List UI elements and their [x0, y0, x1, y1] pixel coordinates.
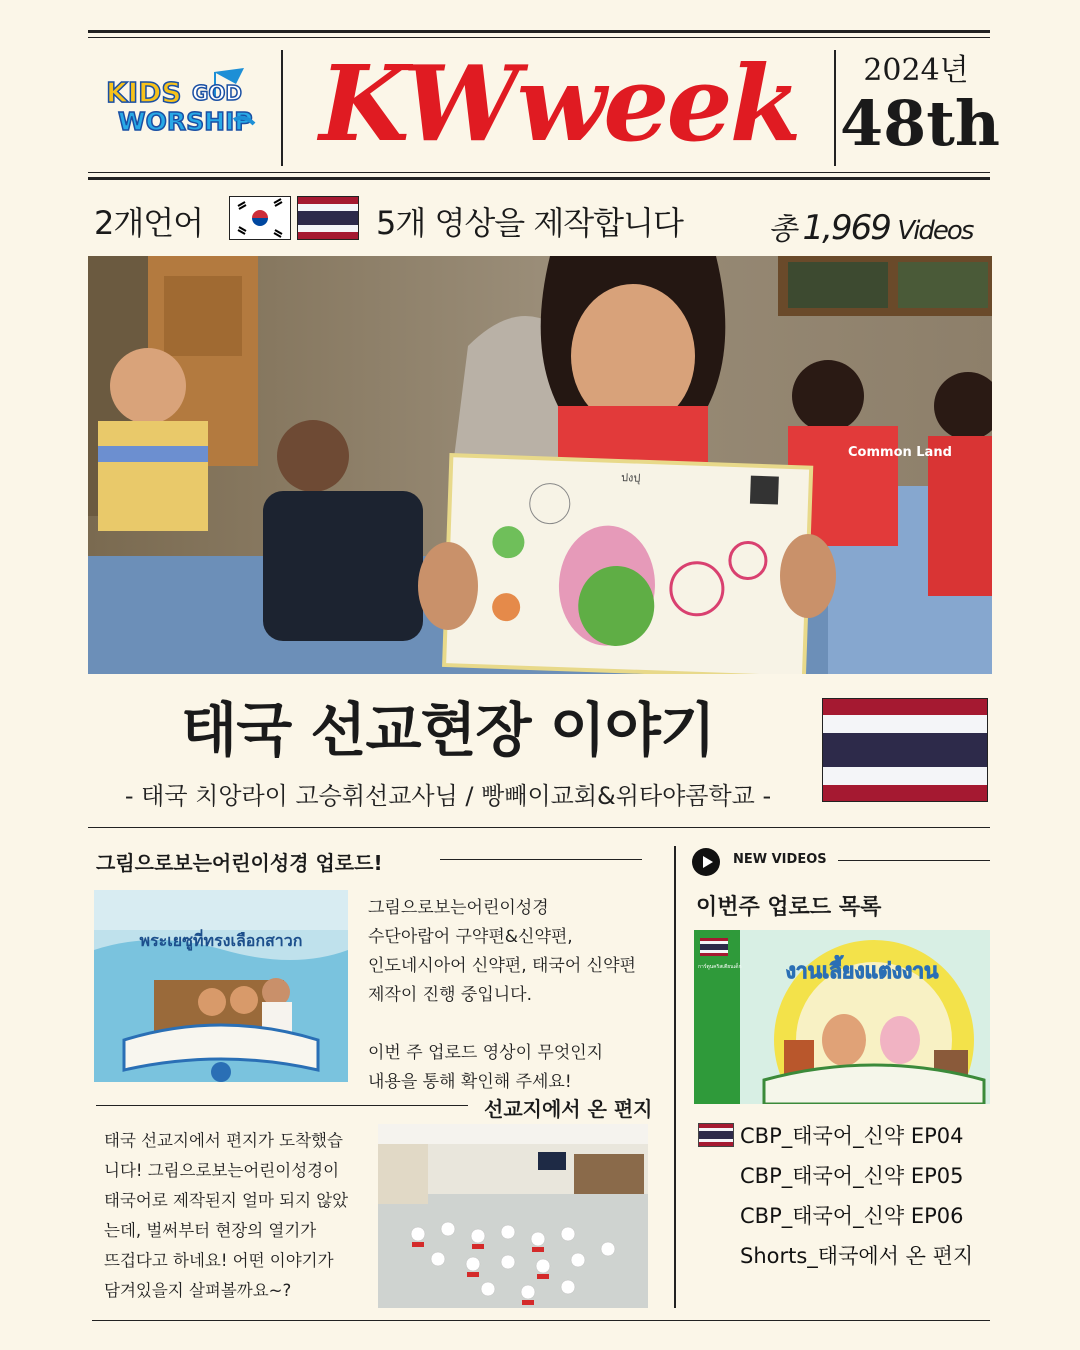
video-list-item[interactable]: CBP_태국어_신약 EP05: [740, 1164, 964, 1188]
thailand-flag-icon: [297, 196, 359, 240]
column-divider: [674, 846, 676, 1308]
masthead-divider-right: [834, 50, 836, 166]
drawing-heading: ปงปุ: [620, 471, 641, 485]
wedding-thumb-title: งานเลี้ยงแต่งงาน: [785, 959, 939, 983]
upload-desc-line: 인도네시아어 신약편, 태국어 신약편: [368, 956, 636, 976]
letter-line: 뜨겁다고 하네요! 어떤 이야기가: [104, 1251, 334, 1270]
letter-line: 담겨있을지 살펴볼까요~?: [104, 1281, 292, 1300]
new-videos-label: NEW VIDEOS: [733, 852, 827, 867]
thailand-flag-large: [822, 698, 988, 802]
logo-text-worship: WORSHIP: [118, 107, 253, 136]
brand-title: KWweek: [319, 42, 799, 165]
video-list-item[interactable]: CBP_태국어_신약 EP04: [740, 1124, 964, 1148]
upload-desc-line: 내용을 통해 확인해 주세요!: [368, 1072, 572, 1092]
wedding-thumb-side-text: การ์ตูนคริสเตียนเด็ก: [698, 964, 742, 970]
play-icon: [692, 848, 720, 876]
masthead-bottom-rule-thick: [88, 177, 990, 180]
top-rule-thick: [88, 30, 990, 33]
korea-flag-icon: [229, 196, 291, 240]
upload-section-title: 그림으로보는어린이성경 업로드!: [96, 851, 383, 875]
disciples-thumb-title: พระเยซูที่ทรงเลือกสาวก: [139, 931, 303, 950]
upload-desc-line: 수단아랍어 구약편&신약편,: [368, 927, 573, 947]
upload-description: [368, 894, 668, 1097]
issue-number: 48th: [840, 87, 1000, 160]
cbp-thumbnail-disciples[interactable]: [94, 890, 348, 1082]
letter-title-rule: [96, 1105, 468, 1106]
section-divider: [88, 827, 990, 828]
video-list-item[interactable]: Shorts_태국에서 온 편지: [740, 1244, 974, 1268]
total-count: 1,969: [802, 208, 890, 248]
masthead-bottom-rule-thin: [88, 172, 990, 173]
upload-desc-line: 그림으로보는어린이성경: [368, 898, 549, 918]
new-videos-title: 이번주 업로드 목록: [696, 895, 882, 920]
letter-description: [104, 1126, 372, 1306]
new-videos-rule: [838, 860, 990, 861]
cbp-thumbnail-wedding-feast[interactable]: [694, 930, 990, 1104]
hero-photo: [88, 256, 992, 674]
letter-line: 니다! 그림으로보는어린이성경이: [104, 1161, 340, 1180]
letter-line: 태국어로 제작된지 얼마 되지 않았: [104, 1191, 349, 1210]
headline-subtitle: - 태국 치앙라이 고승휘선교사님 / 빵빼이교회&위타야콤학교 -: [124, 782, 772, 810]
masthead-divider-left: [281, 50, 283, 166]
total-videos: [768, 204, 972, 248]
total-prefix: 총: [768, 212, 795, 247]
list-thai-flag-icon: [698, 1123, 734, 1147]
video-list-item[interactable]: CBP_태국어_신약 EP06: [740, 1204, 964, 1228]
upload-desc-line: 이번 주 업로드 영상이 무엇인지: [368, 1043, 604, 1063]
production-note: 5개 영상을 제작합니다: [376, 204, 683, 242]
total-suffix: Videos: [897, 216, 973, 246]
upload-desc-line: 제작이 진행 중입니다.: [368, 985, 533, 1005]
kids-worship-logo: [96, 68, 268, 138]
letter-line: 는데, 벌써부터 현장의 열기가: [104, 1221, 317, 1240]
classroom-photo: [378, 1124, 648, 1308]
bottom-rule: [92, 1320, 990, 1321]
upload-title-rule: [440, 859, 642, 860]
letter-line: 태국 선교지에서 편지가 도착했습: [104, 1131, 343, 1150]
shirt-text: Common Land: [848, 445, 952, 460]
letter-section-title: 선교지에서 온 편지: [484, 1097, 653, 1121]
headline-title: 태국 선교현장 이야기: [181, 696, 715, 764]
logo-text-god: GOD: [192, 81, 243, 105]
issue-year: 2024년: [863, 53, 969, 88]
language-count: 2개언어: [94, 204, 204, 242]
logo-text-kids: KIDS: [106, 76, 182, 109]
